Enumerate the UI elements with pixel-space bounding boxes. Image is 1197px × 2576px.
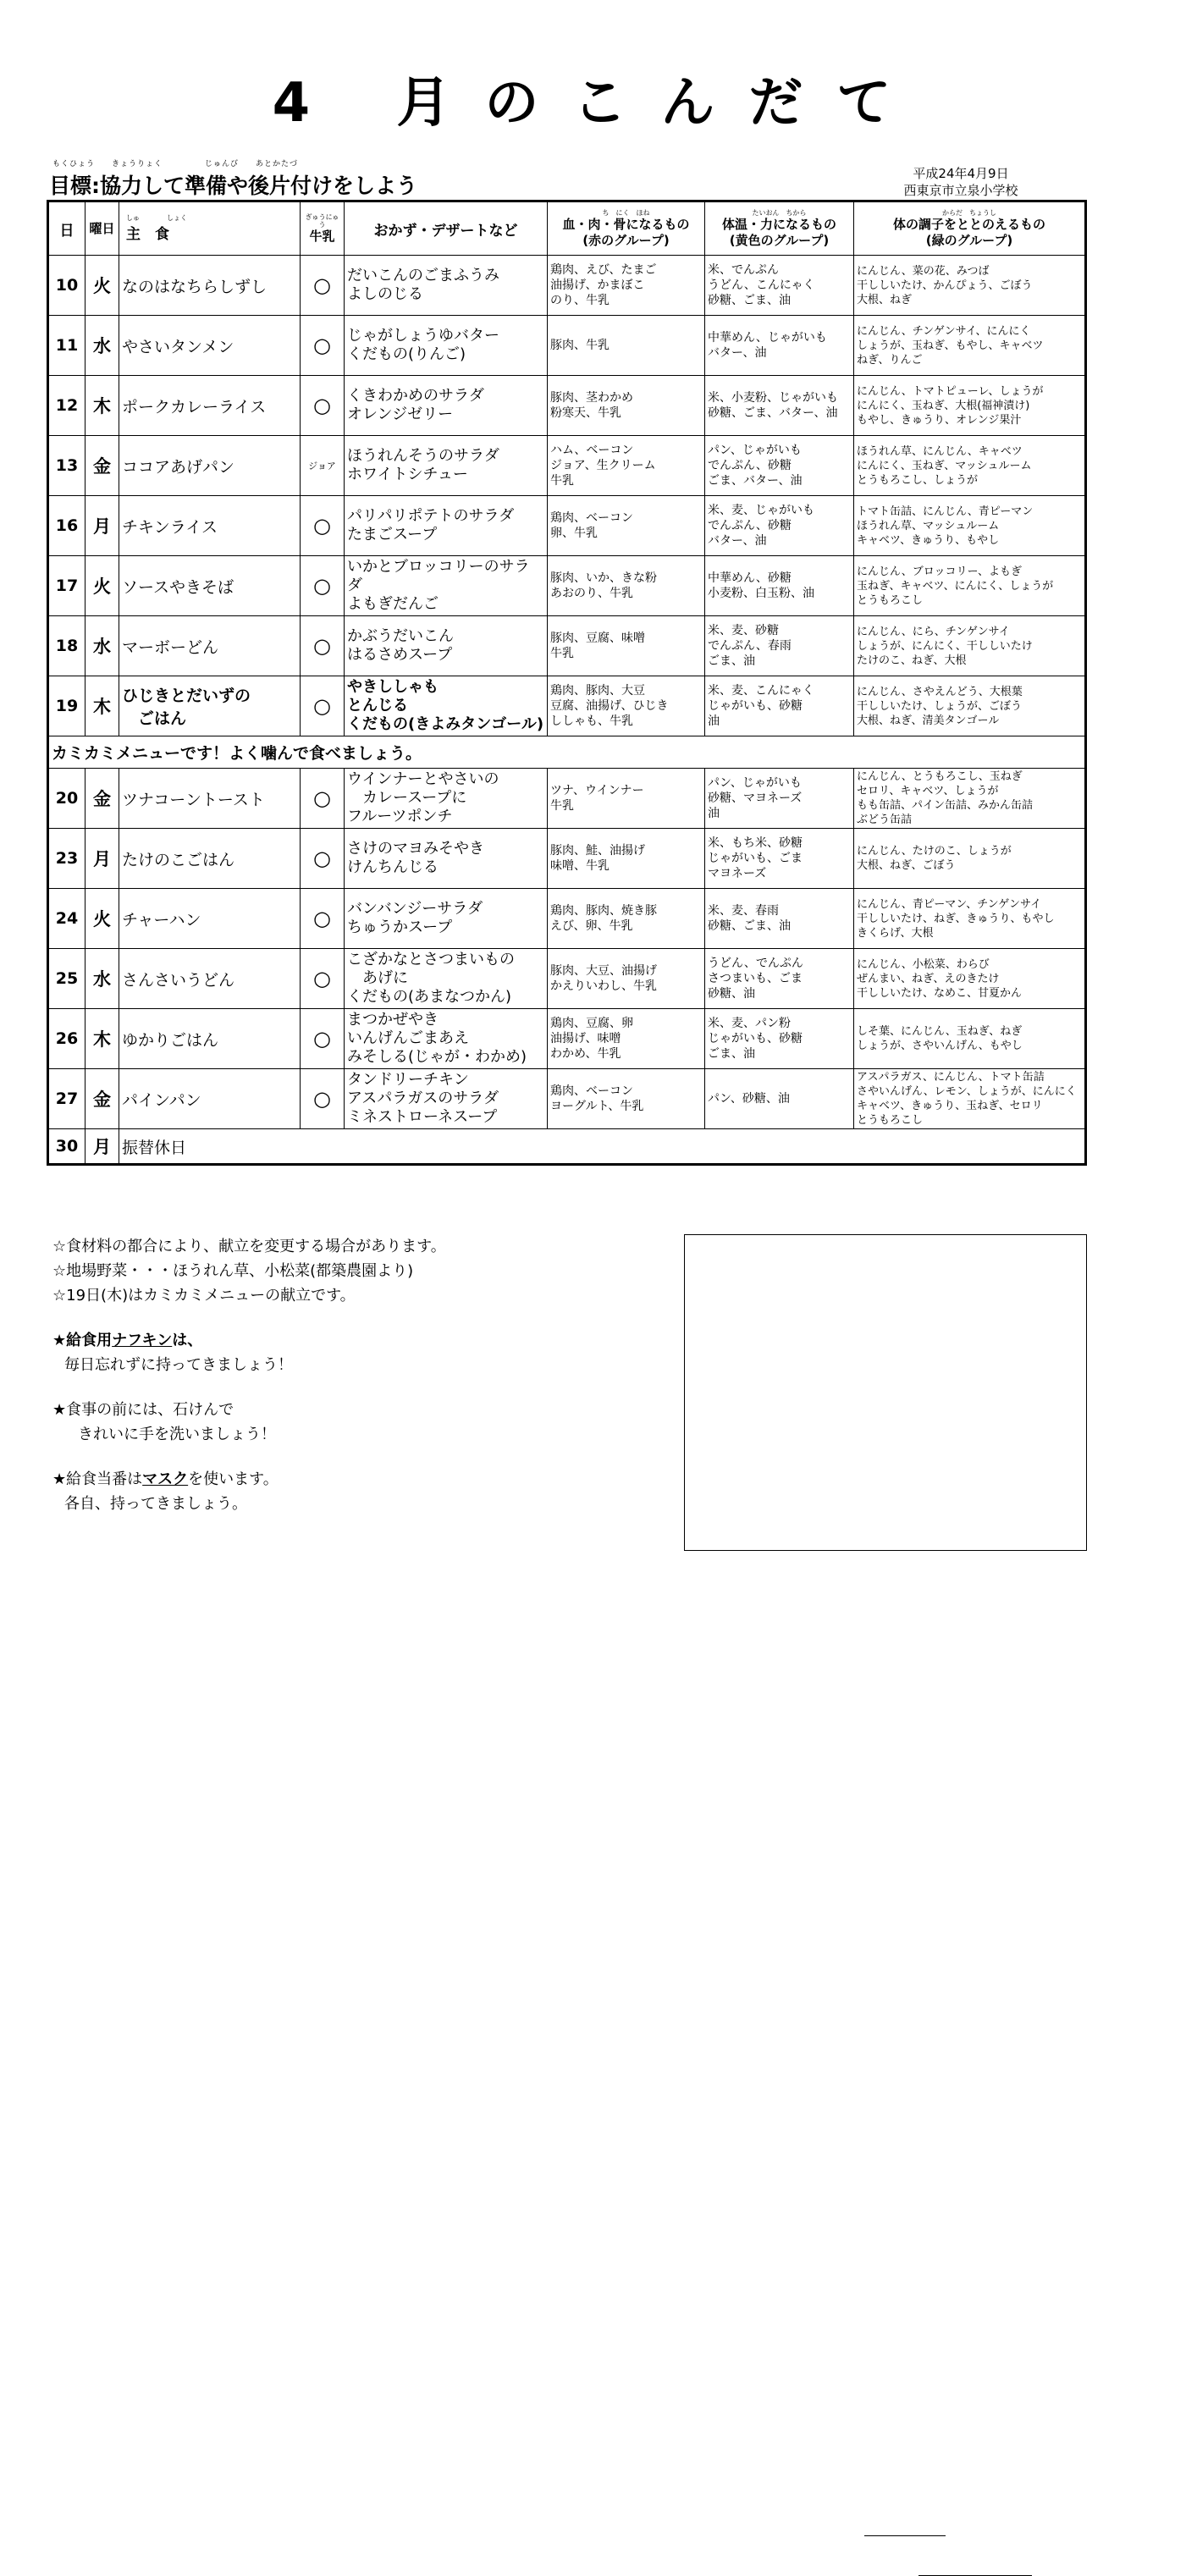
row-red-group: ハム、ベーコン ジョア、生クリーム 牛乳: [548, 436, 705, 496]
goal-text: 目標:協力して準備や後片付けをしよう: [49, 174, 417, 198]
row-green-group: ほうれん草、にんじん、キャベツ にんにく、玉ねぎ、マッシュルーム とうもろこし、しょうが: [854, 436, 1086, 496]
row-dishes: だいこんのごまふうみ よしのじる: [345, 256, 548, 316]
row-dow: 水: [86, 316, 119, 376]
row-dishes: ウインナーとやさいの カレースープに フルーツポンチ: [345, 769, 548, 829]
row-staple: なのはなちらしずし: [119, 256, 301, 316]
header-milk-text: 牛乳: [309, 228, 335, 244]
row-staple: ゆかりごはん: [119, 1009, 301, 1069]
row-staple: ポークカレーライス: [119, 376, 301, 436]
header-row: [48, 201, 1086, 256]
row-day: 23: [48, 829, 86, 889]
note-6: ★食事の前には、石けんで: [52, 1401, 234, 1419]
message-line-1: [864, 2535, 946, 2536]
row-milk: ○: [301, 889, 345, 949]
row-yellow-group: 米、小麦粉、じゃがいも 砂糖、ごま、バター、油: [705, 376, 854, 436]
row-dishes: まつかぜやき いんげんごまあえ みそしる(じゃが・わかめ): [345, 1009, 548, 1069]
row-staple: マーボーどん: [119, 616, 301, 676]
row-milk: ○: [301, 1009, 345, 1069]
row-red-group: 鶏肉、ベーコン 卵、牛乳: [548, 496, 705, 556]
row-yellow-group: 米、麦、砂糖 でんぷん、春雨 ごま、油: [705, 616, 854, 676]
row-dow: 火: [86, 556, 119, 616]
note-3: ☆19日(木)はカミカミメニューの献立です。: [52, 1287, 356, 1305]
holiday-label: 振替休日: [119, 1129, 1086, 1165]
row-staple: やさいタンメン: [119, 316, 301, 376]
row-yellow-group: 米、麦、じゃがいも でんぷん、砂糖 バター、油: [705, 496, 854, 556]
note-2: ☆地場野菜・・・ほうれん草、小松菜(都築農園より): [52, 1262, 414, 1280]
row-dishes: やきししゃも とんじる くだもの(きよみタンゴール): [345, 676, 548, 736]
row-green-group: にんじん、にら、チンゲンサイ しょうが、にんにく、干ししいたけ たけのこ、ねぎ、大根: [854, 616, 1086, 676]
row-red-group: 鶏肉、豚肉、焼き豚 えび、卵、牛乳: [548, 889, 705, 949]
row-day: 16: [48, 496, 86, 556]
header-yellow-ruby: たいおん ちから: [752, 208, 807, 217]
row-red-group: 豚肉、茎わかめ 粉寒天、牛乳: [548, 376, 705, 436]
menu-table: [47, 200, 1087, 1166]
row-dishes: バンバンジーサラダ ちゅうかスープ: [345, 889, 548, 949]
row-day: 12: [48, 376, 86, 436]
message-box: [684, 1234, 1087, 1551]
menu-row: [48, 1009, 1086, 1069]
row-milk: ○: [301, 616, 345, 676]
note-4b: ナフキン: [112, 1332, 173, 1349]
header-milk-ruby: ぎゅうにゅう: [305, 212, 339, 229]
header-dow: 曜日: [86, 201, 119, 256]
row-dishes: こざかなとさつまいもの あげに くだもの(あまなつかん): [345, 949, 548, 1009]
row-green-group: アスパラガス、にんじん、トマト缶詰 さやいんげん、レモン、しょうが、にんにく キャベツ、きゅうり、玉ねぎ、セロリ とうもろこし: [854, 1069, 1086, 1129]
row-staple: ココアあげパン: [119, 436, 301, 496]
row-green-group: にんじん、青ピーマン、チンゲンサイ 干ししいたけ、ねぎ、きゅうり、もやし きくらげ、大根: [854, 889, 1086, 949]
row-green-group: にんじん、とうもろこし、玉ねぎ セロリ、キャベツ、しょうが もも缶詰、パイン缶詰、みかん缶詰 ぶどう缶詰: [854, 769, 1086, 829]
row-day: 20: [48, 769, 86, 829]
row-day: 27: [48, 1069, 86, 1129]
row-dishes: ほうれんそうのサラダ ホワイトシチュー: [345, 436, 548, 496]
holiday-day: 30: [48, 1129, 86, 1165]
header-milk: [301, 201, 345, 256]
menu-row: [48, 676, 1086, 736]
row-yellow-group: 中華めん、じゃがいも バター、油: [705, 316, 854, 376]
row-dow: 金: [86, 436, 119, 496]
row-dishes: いかとブロッコリーのサラダ よもぎだんご: [345, 556, 548, 616]
row-green-group: にんじん、チンゲンサイ、にんにく しょうが、玉ねぎ、もやし、キャベツ ねぎ、りんご: [854, 316, 1086, 376]
row-dishes: タンドリーチキン アスパラガスのサラダ ミネストローネスープ: [345, 1069, 548, 1129]
row-milk: ○: [301, 829, 345, 889]
header-yellow-title: 体温・力になるもの: [721, 216, 836, 232]
row-dow: 水: [86, 949, 119, 1009]
row-milk: ○: [301, 1069, 345, 1129]
note-8b: マスク: [142, 1470, 189, 1488]
note-1: ☆食材料の都合により、献立を変更する場合があります。: [52, 1238, 446, 1255]
menu-row: [48, 556, 1086, 616]
row-yellow-group: 米、麦、春雨 砂糖、ごま、油: [705, 889, 854, 949]
row-milk: ○: [301, 256, 345, 316]
header-red-title: 血・肉・骨になるもの: [562, 216, 690, 232]
row-staple: チキンライス: [119, 496, 301, 556]
row-yellow-group: 米、麦、こんにゃく じゃがいも、砂糖 油: [705, 676, 854, 736]
header-yellow-sub: (黄色のグループ): [729, 232, 830, 248]
row-yellow-group: パン、じゃがいも 砂糖、マヨネーズ 油: [705, 769, 854, 829]
menu-row: [48, 496, 1086, 556]
row-dow: 金: [86, 769, 119, 829]
row-milk: ジョア: [301, 436, 345, 496]
menu-row: [48, 1069, 1086, 1129]
row-red-group: 鶏肉、豚肉、大豆 豆腐、油揚げ、ひじき ししゃも、牛乳: [548, 676, 705, 736]
row-milk: ○: [301, 316, 345, 376]
goal-heading: [49, 160, 417, 200]
menu-row: [48, 616, 1086, 676]
row-red-group: 豚肉、大豆、油揚げ かえりいわし、牛乳: [548, 949, 705, 1009]
note-9: 各自、持ってきましょう。: [64, 1495, 247, 1513]
header-yellow: [705, 201, 854, 256]
school-name: 西東京市立泉小学校: [903, 183, 1018, 198]
holiday-dow: 月: [86, 1129, 119, 1165]
note-mask: [52, 1467, 645, 1492]
row-yellow-group: 米、もち米、砂糖 じゃがいも、ごま マヨネーズ: [705, 829, 854, 889]
note-5: 毎日忘れずに持ってきましょう！: [64, 1356, 293, 1374]
row-red-group: 鶏肉、ベーコン ヨーグルト、牛乳: [548, 1069, 705, 1129]
row-red-group: 豚肉、いか、きな粉 あおのり、牛乳: [548, 556, 705, 616]
row-yellow-group: 米、でんぷん うどん、こんにゃく 砂糖、ごま、油: [705, 256, 854, 316]
row-yellow-group: パン、砂糖、油: [705, 1069, 854, 1129]
row-staple: ひじきとだいずの ごはん: [119, 676, 301, 736]
note-napkin: [52, 1328, 645, 1353]
row-day: 18: [48, 616, 86, 676]
header-day: 日: [48, 201, 86, 256]
header-red-ruby: ち にく ほね: [602, 208, 650, 217]
row-milk: ○: [301, 376, 345, 436]
row-red-group: 豚肉、牛乳: [548, 316, 705, 376]
row-dishes: さけのマヨみそやき けんちんじる: [345, 829, 548, 889]
row-red-group: 豚肉、鮭、油揚げ 味噌、牛乳: [548, 829, 705, 889]
row-red-group: 鶏肉、えび、たまご 油揚げ、かまぼこ のり、牛乳: [548, 256, 705, 316]
row-staple: たけのこごはん: [119, 829, 301, 889]
menu-row: [48, 949, 1086, 1009]
menu-row: [48, 436, 1086, 496]
row-day: 11: [48, 316, 86, 376]
header-green-ruby: からだ ちょうし: [942, 208, 996, 217]
row-green-group: にんじん、菜の花、みつば 干ししいたけ、かんぴょう、ごぼう 大根、ねぎ: [854, 256, 1086, 316]
header-dishes: おかず・デザートなど: [345, 201, 548, 256]
row-milk: ○: [301, 949, 345, 1009]
row-dow: 木: [86, 1009, 119, 1069]
header-red: [548, 201, 705, 256]
row-green-group: にんじん、さやえんどう、大根葉 干ししいたけ、しょうが、ごぼう 大根、ねぎ、清美タンゴール: [854, 676, 1086, 736]
special-note-row: [48, 736, 1086, 769]
page-title: 4 月のこんだて: [272, 72, 925, 135]
menu-row: [48, 376, 1086, 436]
issue-date: 平成24年4月9日: [913, 166, 1009, 181]
goal-ruby: もくひょう きょうりょく じゅんび あとかたづ: [52, 160, 299, 168]
row-day: 26: [48, 1009, 86, 1069]
row-red-group: ツナ、ウインナー 牛乳: [548, 769, 705, 829]
row-green-group: にんじん、トマトピューレ、しょうが にんにく、玉ねぎ、大根(福神漬け) もやし、きゅうり、オレンジ果汁: [854, 376, 1086, 436]
notes-section: [52, 1234, 645, 1516]
row-yellow-group: 米、麦、パン粉 じゃがいも、砂糖 ごま、油: [705, 1009, 854, 1069]
issue-info: [889, 165, 1033, 199]
row-red-group: 豚肉、豆腐、味噌 牛乳: [548, 616, 705, 676]
row-dow: 月: [86, 829, 119, 889]
row-dow: 月: [86, 496, 119, 556]
row-green-group: にんじん、たけのこ、しょうが 大根、ねぎ、ごぼう: [854, 829, 1086, 889]
row-staple: チャーハン: [119, 889, 301, 949]
row-day: 19: [48, 676, 86, 736]
row-staple: さんさいうどん: [119, 949, 301, 1009]
row-dow: 水: [86, 616, 119, 676]
row-staple: パインパン: [119, 1069, 301, 1129]
holiday-row: [48, 1129, 1086, 1165]
note-4a: ★給食用: [52, 1332, 113, 1349]
row-day: 10: [48, 256, 86, 316]
row-dow: 火: [86, 889, 119, 949]
row-day: 13: [48, 436, 86, 496]
note-7: きれいに手を洗いましょう！: [78, 1426, 276, 1443]
row-yellow-group: うどん、でんぷん さつまいも、ごま 砂糖、油: [705, 949, 854, 1009]
menu-row: [48, 769, 1086, 829]
header-red-sub: (赤のグループ): [582, 232, 670, 248]
header-green-title: 体の調子をととのえるもの: [892, 216, 1045, 232]
special-note: カミカミメニューです！よく噛んで食べましょう。: [48, 736, 1086, 769]
note-4c: は、: [172, 1332, 203, 1349]
row-dishes: じゃがしょうゆバター くだもの(りんご): [345, 316, 548, 376]
note-8c: を使います。: [188, 1470, 279, 1488]
row-dow: 木: [86, 376, 119, 436]
row-milk: ○: [301, 496, 345, 556]
menu-row: [48, 889, 1086, 949]
row-dow: 金: [86, 1069, 119, 1129]
row-day: 24: [48, 889, 86, 949]
row-green-group: しそ葉、にんじん、玉ねぎ、ねぎ しょうが、さやいんげん、もやし: [854, 1009, 1086, 1069]
row-green-group: トマト缶詰、にんじん、青ピーマン ほうれん草、マッシュルーム キャベツ、きゅうり、もやし: [854, 496, 1086, 556]
row-day: 25: [48, 949, 86, 1009]
row-dishes: パリパリポテトのサラダ たまごスープ: [345, 496, 548, 556]
menu-row: [48, 829, 1086, 889]
header-staple-text: 主 食: [126, 226, 169, 243]
header-staple: [119, 201, 301, 256]
header-staple-ruby: しゅ しょく: [126, 214, 187, 222]
header-green-sub: (緑のグループ): [925, 232, 1013, 248]
row-staple: ツナコーントースト: [119, 769, 301, 829]
row-yellow-group: パン、じゃがいも でんぷん、砂糖 ごま、バター、油: [705, 436, 854, 496]
row-dishes: かぶうだいこん はるさめスープ: [345, 616, 548, 676]
row-milk: ○: [301, 676, 345, 736]
row-yellow-group: 中華めん、砂糖 小麦粉、白玉粉、油: [705, 556, 854, 616]
row-green-group: にんじん、小松菜、わらび ぜんまい、ねぎ、えのきたけ 干ししいたけ、なめこ、甘夏かん: [854, 949, 1086, 1009]
row-dow: 木: [86, 676, 119, 736]
row-red-group: 鶏肉、豆腐、卵 油揚げ、味噌 わかめ、牛乳: [548, 1009, 705, 1069]
row-green-group: にんじん、ブロッコリー、よもぎ 玉ねぎ、キャベツ、にんにく、しょうが とうもろこし: [854, 556, 1086, 616]
menu-row: [48, 316, 1086, 376]
row-dow: 火: [86, 256, 119, 316]
row-milk: ○: [301, 556, 345, 616]
row-milk: ○: [301, 769, 345, 829]
header-green: [854, 201, 1086, 256]
row-day: 17: [48, 556, 86, 616]
note-8a: ★給食当番は: [52, 1470, 143, 1488]
menu-row: [48, 256, 1086, 316]
row-staple: ソースやきそば: [119, 556, 301, 616]
row-dishes: くきわかめのサラダ オレンジゼリー: [345, 376, 548, 436]
